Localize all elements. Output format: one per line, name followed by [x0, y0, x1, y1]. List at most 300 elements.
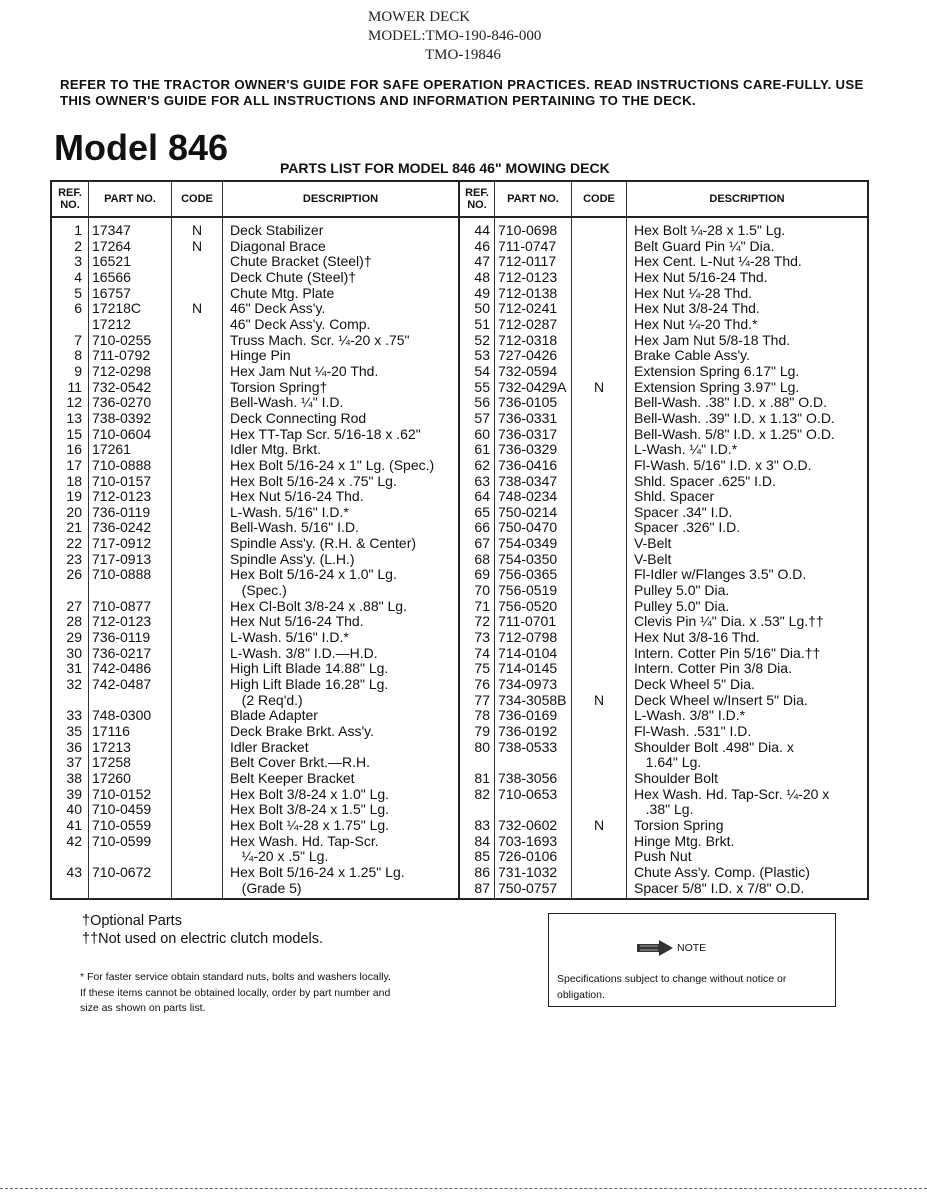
ref-no: 78: [474, 707, 490, 724]
ref-no: 26: [66, 566, 82, 583]
part-no: 710-0653: [498, 785, 558, 802]
part-no: 732-0594: [498, 362, 558, 379]
electric-clutch-note: ††Not used on electric clutch models.: [82, 931, 323, 947]
table-row: [52, 646, 458, 662]
ref-no: 32: [66, 676, 82, 693]
part-no: 717-0912: [92, 535, 152, 552]
ref-no: 68: [474, 550, 490, 567]
description: Spacer 5/8" I.D. x 7/8" O.D.: [634, 879, 805, 896]
part-no: 16757: [92, 284, 131, 301]
part-no: 736-0242: [92, 519, 152, 536]
table-row: [52, 834, 458, 850]
ref-no: 36: [66, 738, 82, 755]
table-row: [52, 536, 458, 552]
description: L-Wash. 3/8" I.D.—H.D.: [230, 644, 378, 661]
description: L-Wash. ¼" I.D.*: [634, 441, 738, 458]
ref-no: 69: [474, 566, 490, 583]
header-code: CODE: [583, 193, 615, 205]
ref-no: 86: [474, 863, 490, 880]
description: Deck Wheel w/Insert 5" Dia.: [634, 691, 808, 708]
model-title: Model 846: [54, 127, 229, 168]
part-no: 712-0117: [498, 253, 557, 270]
table-row: [52, 239, 458, 255]
part-no: 742-0487: [92, 676, 152, 693]
table-row: [460, 286, 867, 302]
description: L-Wash. 3/8" I.D.*: [634, 707, 746, 724]
description: Spacer .326" I.D.: [634, 519, 741, 536]
part-no: 16521: [92, 253, 131, 270]
ref-no: 85: [474, 848, 490, 865]
table-row: [52, 411, 458, 427]
ref-no: 53: [474, 347, 490, 364]
description: Blade Adapter: [230, 707, 318, 724]
description: Spindle Ass'y. (R.H. & Center): [230, 535, 417, 552]
ref-no: 65: [474, 503, 490, 520]
table-row: [52, 427, 458, 443]
part-no: 717-0913: [92, 550, 152, 567]
table-header: [52, 182, 458, 218]
code: N: [593, 378, 605, 395]
ref-no: 9: [74, 362, 82, 379]
table-row: [460, 380, 867, 396]
table-row: [460, 458, 867, 474]
ref-no: 31: [66, 660, 82, 677]
table-row: [52, 755, 458, 771]
ref-no: 46: [474, 237, 490, 254]
part-no: 712-0123: [92, 488, 152, 505]
table-row: [460, 442, 867, 458]
part-no: 738-3056: [498, 769, 558, 786]
table-row: [52, 458, 458, 474]
parts-list-subtitle: PARTS LIST FOR MODEL 846 46" MOWING DECK: [280, 160, 610, 176]
description: Hex Nut 5/16-24 Thd.: [230, 613, 364, 630]
description: Belt Keeper Bracket: [230, 769, 355, 786]
ref-no: 66: [474, 519, 490, 536]
ref-no: 44: [474, 222, 490, 238]
part-no: 17212: [92, 315, 131, 332]
description: High Lift Blade 14.88" Lg.: [230, 660, 389, 677]
description: Pulley 5.0" Dia.: [634, 582, 730, 599]
table-row: [52, 865, 458, 881]
ref-no: 28: [66, 613, 82, 630]
description: L-Wash. 5/16" I.D.*: [230, 503, 349, 520]
ref-no: 5: [74, 284, 82, 301]
description: Hinge Pin: [230, 347, 291, 364]
part-no: 732-0602: [498, 816, 558, 833]
table-row: [460, 740, 867, 756]
table-row: [52, 708, 458, 724]
description: Hex Nut 3/8-24 Thd.: [634, 300, 760, 317]
ref-no: 21: [66, 519, 82, 536]
table-row: [460, 802, 867, 818]
table-row: [52, 787, 458, 803]
description: Spacer .34" I.D.: [634, 503, 733, 520]
description: Hex Jam Nut 5/8-18 Thd.: [634, 331, 791, 348]
table-row: [460, 787, 867, 803]
part-no: 738-0347: [498, 472, 558, 489]
service-note-line: If these items cannot be obtained locally, order by part number and: [80, 986, 391, 999]
ref-no: 82: [474, 785, 490, 802]
description: Fl-Wash. .531" I.D.: [634, 723, 752, 739]
ref-no: 40: [66, 801, 82, 818]
code: N: [593, 816, 605, 833]
service-note: [80, 970, 391, 1017]
ref-no: 7: [74, 331, 82, 348]
description: Diagonal Brace: [230, 237, 326, 254]
table-row: [52, 286, 458, 302]
table-row: [52, 380, 458, 396]
table-row: [52, 599, 458, 615]
table-row: [460, 552, 867, 568]
part-no: 748-0300: [92, 707, 152, 724]
description: V-Belt: [634, 550, 672, 567]
table-row: [460, 254, 867, 270]
code: N: [593, 691, 605, 708]
table-row: [52, 771, 458, 787]
ref-no: 6: [74, 300, 82, 317]
part-no: 710-0459: [92, 801, 152, 818]
ref-no: 52: [474, 331, 490, 348]
table-row: [460, 865, 867, 881]
description: Hex Bolt 5/16-24 x .75" Lg.: [230, 472, 397, 489]
ref-no: 51: [474, 315, 490, 332]
code: N: [191, 222, 203, 238]
rows-left: [52, 223, 458, 896]
description: Hex Nut 3/8-16 Thd.: [634, 629, 760, 646]
table-row: [460, 223, 867, 239]
footnotes: [82, 912, 323, 948]
description: Deck Chute (Steel)†: [230, 268, 357, 285]
description: Hex Wash. Hd. Tap-Scr. ¼-20 x: [634, 785, 830, 802]
ref-no: 8: [74, 347, 82, 364]
table-row: [460, 301, 867, 317]
part-no: 712-0123: [92, 613, 152, 630]
part-no: 17116: [92, 723, 130, 739]
part-no: 738-0533: [498, 738, 558, 755]
typed-model-alt: TMO-19846: [425, 47, 501, 63]
description: Belt Guard Pin ¼" Dia.: [634, 237, 775, 254]
description: Torsion Spring†: [230, 378, 328, 395]
table-row: [52, 520, 458, 536]
ref-no: 74: [474, 644, 490, 661]
description: Spindle Ass'y. (L.H.): [230, 550, 355, 567]
part-no: 756-0365: [498, 566, 558, 583]
ref-no: 27: [66, 597, 82, 614]
description: Hex Bolt 5/16-24 x 1.25" Lg.: [230, 863, 405, 880]
description: Hex Wash. Hd. Tap-Scr.: [230, 832, 379, 849]
table-row: [460, 239, 867, 255]
table-row: [460, 520, 867, 536]
table-row: [52, 333, 458, 349]
header-ref: REF. NO.: [465, 187, 489, 211]
table-row: [52, 505, 458, 521]
table-row: [52, 223, 458, 239]
table-row: [460, 708, 867, 724]
ref-no: 50: [474, 300, 490, 317]
description: Fl-Wash. 5/16" I.D. x 3" O.D.: [634, 456, 812, 473]
description: Shoulder Bolt .498" Dia. x: [634, 738, 794, 755]
ref-no: 1: [74, 222, 82, 238]
ref-no: 29: [66, 629, 82, 646]
table-row: [460, 348, 867, 364]
ref-no: 42: [66, 832, 82, 849]
description: Belt Cover Brkt.—R.H.: [230, 754, 371, 771]
ref-no: 41: [66, 816, 82, 833]
description: Extension Spring 6.17" Lg.: [634, 362, 800, 379]
part-no: 732-0542: [92, 378, 152, 395]
table-row: [460, 771, 867, 787]
part-no: 710-0599: [92, 832, 152, 849]
table-row: [460, 567, 867, 583]
part-no: 710-0604: [92, 425, 152, 442]
part-no: 736-0105: [498, 394, 558, 411]
ref-no: 2: [74, 237, 82, 254]
code: N: [191, 237, 203, 254]
description: 46" Deck Ass'y. Comp.: [230, 315, 371, 332]
part-no: 736-0217: [92, 644, 152, 661]
note-box: [548, 913, 836, 1007]
table-row: [460, 364, 867, 380]
description: Deck Stabilizer: [230, 222, 324, 238]
part-no: 736-0169: [498, 707, 558, 724]
table-row: [460, 834, 867, 850]
part-no: 712-0123: [498, 268, 558, 285]
part-no: 714-0145: [498, 660, 558, 677]
part-no: 17264: [92, 237, 131, 254]
ref-no: 12: [66, 394, 82, 411]
part-no: 736-0317: [498, 425, 558, 442]
ref-no: 15: [66, 425, 82, 442]
description: Hex Cl-Bolt 3/8-24 x .88" Lg.: [230, 597, 407, 614]
ref-no: 71: [474, 597, 490, 614]
description: Shoulder Bolt: [634, 769, 719, 786]
table-row: [460, 395, 867, 411]
ref-no: 33: [66, 707, 82, 724]
part-no: 736-0119: [92, 629, 151, 646]
table-row: [460, 724, 867, 740]
ref-no: 39: [66, 785, 82, 802]
description: Idler Bracket: [230, 738, 309, 755]
table-row: [460, 755, 867, 771]
ref-no: 80: [474, 738, 490, 755]
table-row: [52, 849, 458, 865]
description: Hinge Mtg. Brkt.: [634, 832, 735, 849]
part-no: 714-0104: [498, 644, 558, 661]
description: (2 Req'd.): [230, 691, 303, 708]
part-no: 736-0416: [498, 456, 558, 473]
ref-no: 11: [67, 378, 82, 395]
ref-no: 16: [66, 441, 82, 458]
description: Deck Wheel 5" Dia.: [634, 676, 755, 693]
table-row: [460, 599, 867, 615]
table-row: [460, 489, 867, 505]
ref-no: 64: [474, 488, 490, 505]
part-no: 711-0747: [498, 237, 557, 254]
table-row: [460, 536, 867, 552]
ref-no: 61: [474, 441, 490, 458]
description: Pulley 5.0" Dia.: [634, 597, 730, 614]
part-no: 17347: [92, 222, 131, 238]
ref-no: 72: [474, 613, 490, 630]
table-row: [52, 740, 458, 756]
part-no: 736-0331: [498, 409, 558, 426]
table-row: [52, 802, 458, 818]
description: Push Nut: [634, 848, 692, 865]
description: Bell-Wash. ¼" I.D.: [230, 394, 344, 411]
table-row: [460, 661, 867, 677]
part-no: 712-0138: [498, 284, 558, 301]
description: Fl-Idler w/Flanges 3.5" O.D.: [634, 566, 807, 583]
header-description: DESCRIPTION: [709, 193, 785, 205]
table-row: [460, 411, 867, 427]
ref-no: 55: [474, 378, 490, 395]
description: Brake Cable Ass'y.: [634, 347, 751, 364]
table-row: [52, 677, 458, 693]
description: Hex TT-Tap Scr. 5/16-18 x .62": [230, 425, 421, 442]
ref-no: 43: [66, 863, 82, 880]
description: Deck Connecting Rod: [230, 409, 367, 426]
ref-no: 75: [474, 660, 490, 677]
ref-no: 67: [474, 535, 490, 552]
description: 1.64" Lg.: [634, 754, 702, 771]
description: V-Belt: [634, 535, 672, 552]
ref-no: 87: [474, 879, 490, 896]
part-no: 17218C: [92, 300, 142, 317]
part-no: 750-0470: [498, 519, 558, 536]
part-no: 754-0349: [498, 535, 558, 552]
ref-no: 4: [74, 268, 82, 285]
table-row: [460, 693, 867, 709]
part-no: 712-0798: [498, 629, 558, 646]
ref-no: 84: [474, 832, 490, 849]
safety-warning: REFER TO THE TRACTOR OWNER'S GUIDE FOR SAFE OPERATION PRACTICES. READ INSTRUCTIONS CARE-FULLY. USE THIS OWNER'S GUIDE FOR ALL INSTRUCTIONS AND INFORMATION PERTAINING TO THE DECK.: [60, 77, 864, 108]
description: Torsion Spring: [634, 816, 724, 833]
ref-no: 56: [474, 394, 490, 411]
description: (Spec.): [230, 582, 287, 599]
part-no: 736-0192: [498, 723, 558, 739]
table-row: [460, 818, 867, 834]
part-no: 736-0270: [92, 394, 152, 411]
part-no: 734-0973: [498, 676, 558, 693]
description: Intern. Cotter Pin 5/16" Dia.††: [634, 644, 821, 661]
description: Clevis Pin ¼" Dia. x .53" Lg.††: [634, 613, 824, 630]
table-row: [460, 646, 867, 662]
description: Intern. Cotter Pin 3/8 Dia.: [634, 660, 792, 677]
part-no: 750-0757: [498, 879, 558, 896]
ref-no: 20: [66, 503, 82, 520]
part-no: 17260: [92, 769, 131, 786]
part-no: 726-0106: [498, 848, 558, 865]
table-row: [52, 661, 458, 677]
description: Chute Ass'y. Comp. (Plastic): [634, 863, 810, 880]
ref-no: 47: [474, 253, 490, 270]
ref-no: 54: [474, 362, 490, 379]
description: Hex Jam Nut ¼-20 Thd.: [230, 362, 379, 379]
rows-right: [460, 223, 867, 896]
part-no: 738-0392: [92, 409, 152, 426]
table-row: [52, 614, 458, 630]
service-note-line: * For faster service obtain standard nuts, bolts and washers locally.: [80, 971, 391, 983]
part-no: 756-0520: [498, 597, 558, 614]
code: N: [191, 300, 203, 317]
table-row: [52, 317, 458, 333]
ref-no: 38: [66, 769, 82, 786]
description: Bell-Wash. 5/16" I.D.: [230, 519, 359, 536]
note-heading: NOTE: [677, 942, 707, 954]
part-no: 710-0698: [498, 222, 558, 238]
description: ¼-20 x .5" Lg.: [230, 848, 329, 865]
table-row: [460, 474, 867, 490]
description: Hex Nut ¼-28 Thd.: [634, 284, 753, 301]
description: Hex Nut 5/16-24 Thd.: [634, 268, 768, 285]
part-no: 731-1032: [498, 863, 558, 880]
table-row: [52, 395, 458, 411]
part-no: 703-1693: [498, 832, 558, 849]
part-no: 712-0241: [498, 300, 558, 317]
part-no: 748-0234: [498, 488, 558, 505]
note-body: Specifications subject to change without notice or obligation.: [557, 973, 787, 1001]
part-no: 712-0298: [92, 362, 152, 379]
ref-no: 49: [474, 284, 490, 301]
description: Hex Bolt ¼-28 x 1.5" Lg.: [634, 222, 786, 238]
ref-no: 81: [474, 769, 490, 786]
part-no: 17258: [92, 754, 131, 771]
description: Hex Bolt 3/8-24 x 1.5" Lg.: [230, 801, 390, 818]
header-code: CODE: [181, 193, 213, 205]
part-no: 736-0329: [498, 441, 558, 458]
ref-no: 23: [66, 550, 82, 567]
table-row: [52, 489, 458, 505]
description: Chute Bracket (Steel)†: [230, 253, 372, 270]
part-no: 727-0426: [498, 347, 558, 364]
table-row: [52, 474, 458, 490]
description: Shld. Spacer: [634, 488, 715, 505]
description: Chute Mtg. Plate: [230, 284, 335, 301]
table-row: [460, 505, 867, 521]
table-row: [460, 881, 867, 897]
page-bottom-rule: [0, 1188, 927, 1189]
ref-no: 48: [474, 268, 490, 285]
table-row: [52, 567, 458, 583]
table-row: [460, 630, 867, 646]
description: Hex Nut 5/16-24 Thd.: [230, 488, 364, 505]
ref-no: 62: [474, 456, 490, 473]
description: Hex Cent. L-Nut ¼-28 Thd.: [634, 253, 802, 270]
table-row: [52, 270, 458, 286]
part-no: 710-0157: [92, 472, 152, 489]
typed-model: MODEL:TMO-190-846-000: [368, 28, 542, 44]
table-header: [460, 182, 867, 218]
description: Hex Nut ¼-20 Thd.*: [634, 315, 758, 332]
arrow-note-icon: [637, 940, 673, 956]
description: Hex Bolt 5/16-24 x 1.0" Lg.: [230, 566, 397, 583]
table-row: [460, 333, 867, 349]
description: Bell-Wash. .38" I.D. x .88" O.D.: [634, 394, 828, 411]
description: 46" Deck Ass'y.: [230, 300, 326, 317]
table-row: [52, 254, 458, 270]
table-row: [52, 301, 458, 317]
description: L-Wash. 5/16" I.D.*: [230, 629, 349, 646]
part-no: 16566: [92, 268, 131, 285]
part-no: 710-0559: [92, 816, 152, 833]
description: Hex Bolt 5/16-24 x 1" Lg. (Spec.): [230, 456, 435, 473]
part-no: 711-0701: [498, 613, 557, 630]
part-no: 754-0350: [498, 550, 558, 567]
table-row: [460, 677, 867, 693]
table-row: [52, 818, 458, 834]
ref-no: 3: [74, 253, 82, 270]
table-row: [52, 348, 458, 364]
